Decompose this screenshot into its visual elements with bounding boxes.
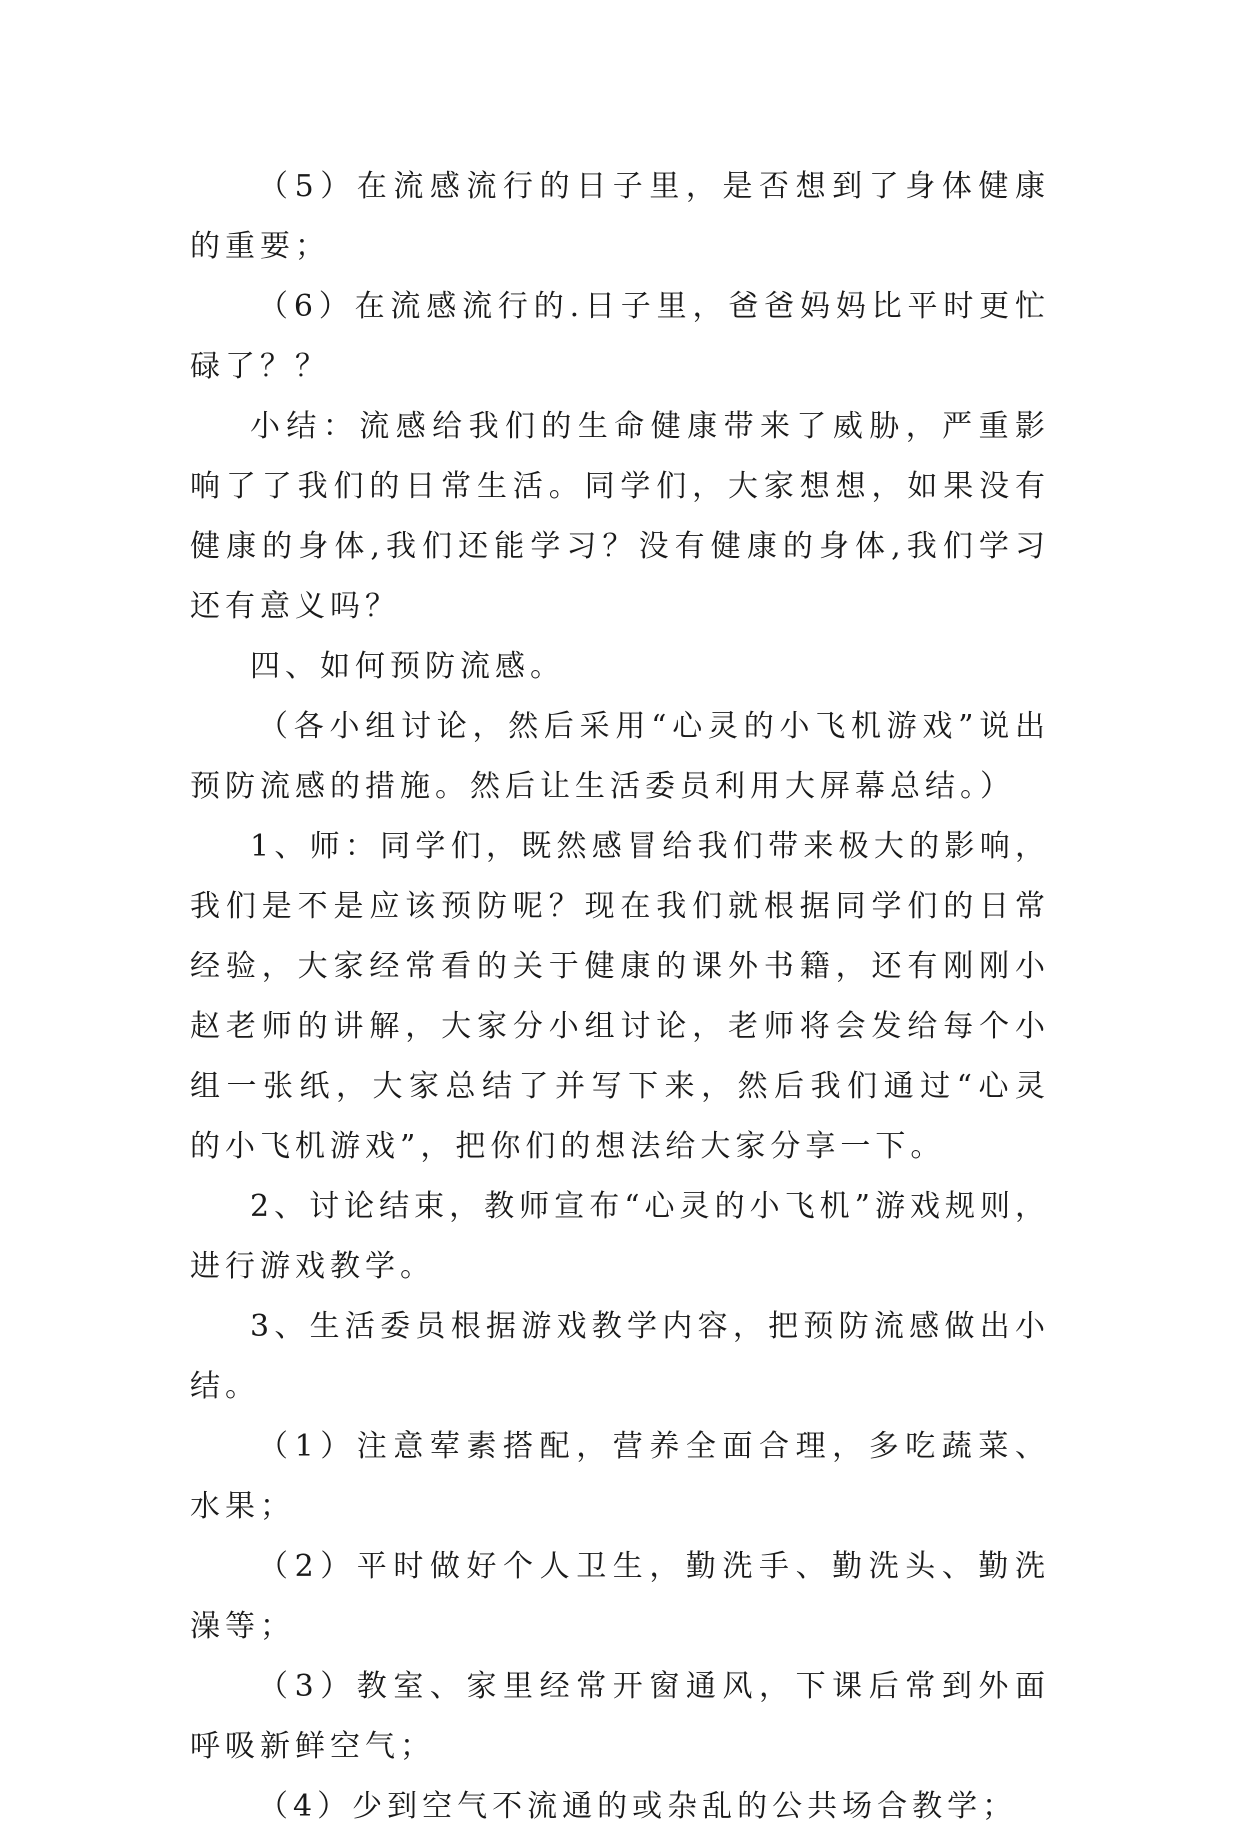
list-item-ventilation: （3）教室、家里经常开窗通风，下课后常到外面呼吸新鲜空气； <box>190 1669 1050 1764</box>
section-heading-prevention: 四、如何预防流感。 <box>250 649 565 684</box>
list-item-public-places: （4）少到空气不流通的或杂乱的公共场合教学； <box>258 1789 1018 1824</box>
paragraph-item-6-parents: （6）在流感流行的.日子里，爸爸妈妈比平时更忙碌了？？ <box>190 289 1050 384</box>
paragraph-step-1: 1、师：同学们，既然感冒给我们带来极大的影响，我们是不是应该预防呢？现在我们就根据同学们的日常经验，大家经常看的关于健康的课外书籍，还有刚刚小赵老师的讲解，大家分小组讨论，老师将会发给每个小组一张纸，大家总结了并写下来，然后我们通过“心灵的小飞机游戏”，把你们的想法给大家分享一下。 <box>190 829 1050 1164</box>
paragraph-step-2: 2、讨论结束，教师宣布“心灵的小飞机”游戏规则，进行游戏教学。 <box>190 1189 1050 1284</box>
list-item-diet: （1）注意荤素搭配，营养全面合理，多吃蔬菜、水果； <box>190 1429 1050 1524</box>
paragraph-step-3: 3、生活委员根据游戏教学内容，把预防流感做出小结。 <box>190 1309 1050 1404</box>
paragraph-group-discussion: （各小组讨论，然后采用“心灵的小飞机游戏”说出预防流感的措施。然后让生活委员利用大屏幕总结。） <box>190 709 1050 804</box>
list-item-hygiene: （2）平时做好个人卫生，勤洗手、勤洗头、勤洗澡等； <box>190 1549 1050 1644</box>
paragraph-item-5-health: （5）在流感流行的日子里，是否想到了身体健康的重要； <box>190 169 1050 264</box>
document-body <box>190 157 1050 1837</box>
paragraph-summary: 小结：流感给我们的生命健康带来了威胁，严重影响了了我们的日常生活。同学们，大家想想，如果没有健康的身体,我们还能学习？没有健康的身体,我们学习还有意义吗？ <box>190 409 1050 624</box>
